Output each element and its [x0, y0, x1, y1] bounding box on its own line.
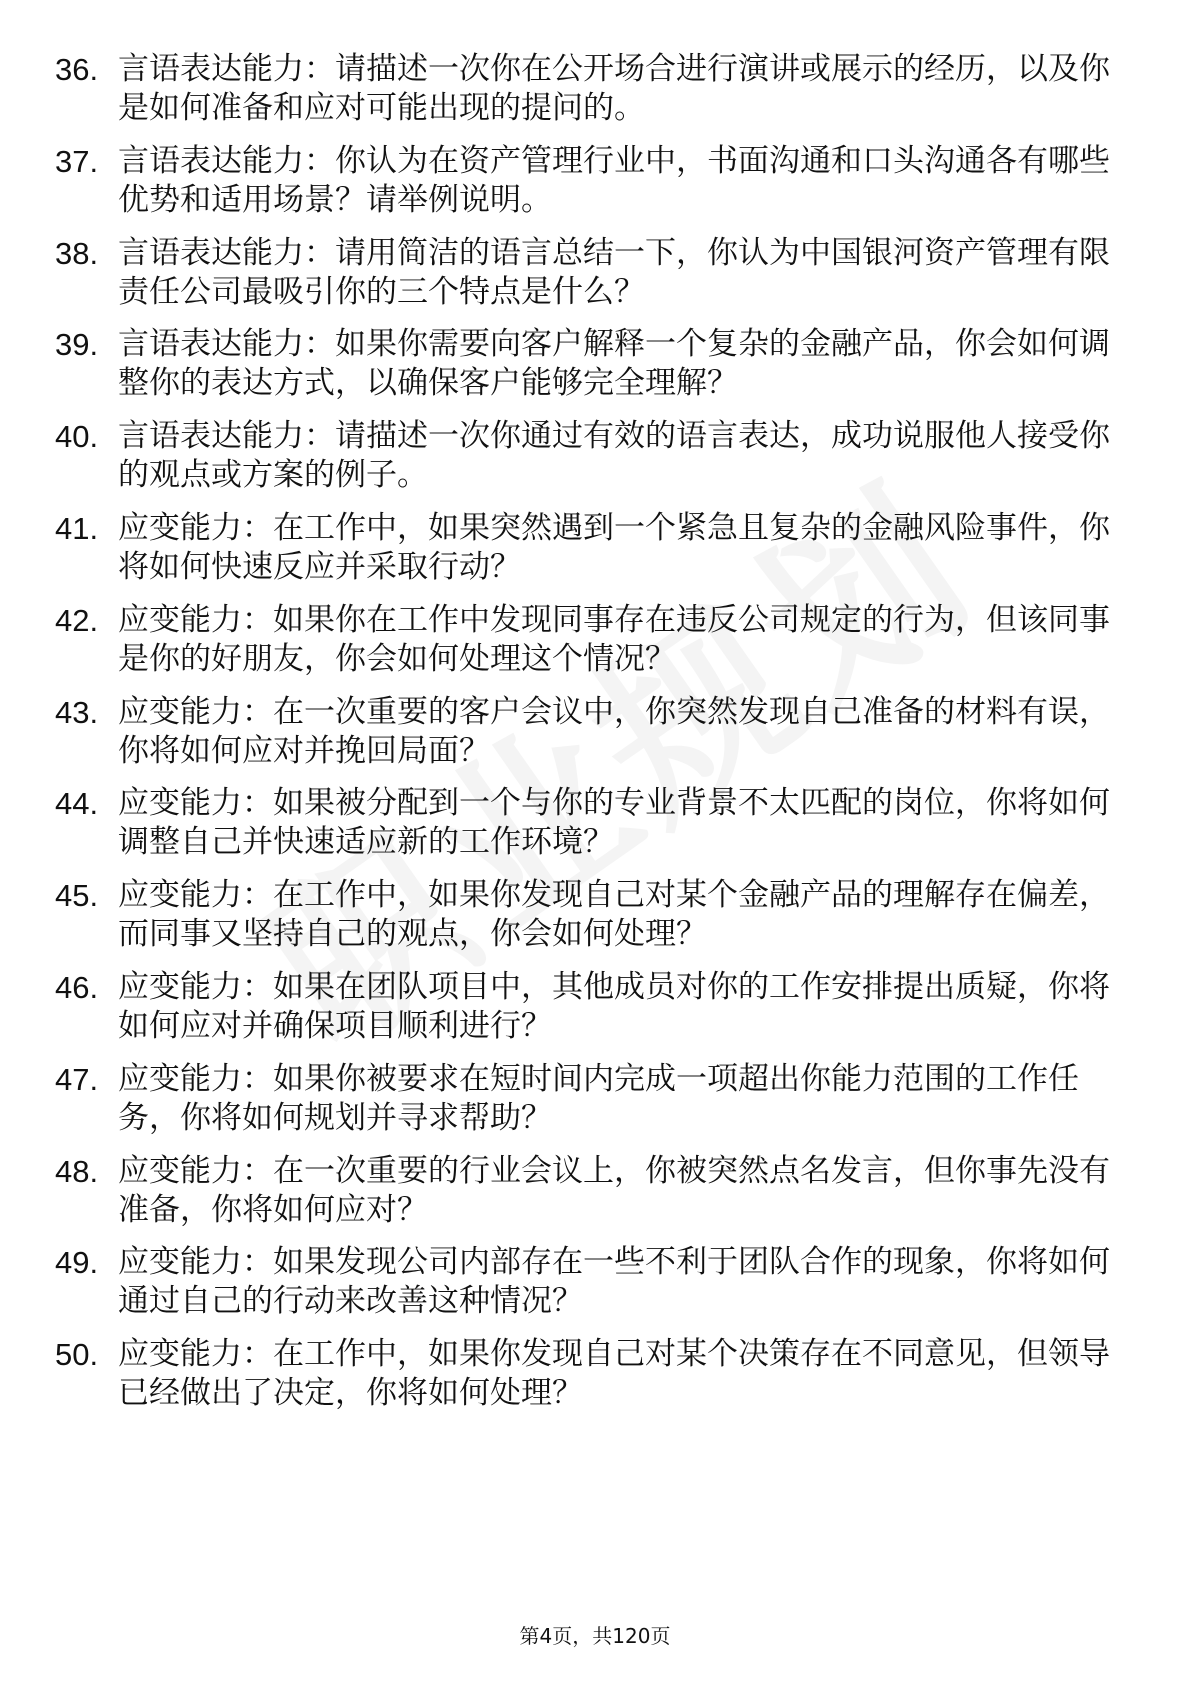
question-item	[55, 417, 1135, 495]
question-text: 言语表达能力：请用简洁的语言总结一下，你认为中国银河资产管理有限责任公司最吸引你的三个特点是什么？	[118, 234, 1110, 310]
question-item	[55, 142, 1135, 220]
question-text: 应变能力：在工作中，如果你发现自己对某个金融产品的理解存在偏差，而同事又坚持自己的观点，你会如何处理？	[118, 877, 1110, 953]
question-item	[55, 1243, 1135, 1321]
question-text: 言语表达能力：如果你需要向客户解释一个复杂的金融产品，你会如何调整你的表达方式，以确保客户能够完全理解？	[118, 326, 1110, 402]
question-number: 49.	[55, 1245, 99, 1281]
question-text: 应变能力：在一次重要的客户会议中，你突然发现自己准备的材料有误，你将如何应对并挽回局面？	[118, 693, 1110, 769]
question-item	[55, 693, 1135, 771]
question-text: 应变能力：在一次重要的行业会议上，你被突然点名发言，但你事先没有准备，你将如何应对？	[118, 1152, 1110, 1228]
question-item	[55, 1060, 1135, 1138]
question-text: 应变能力：如果你被要求在短时间内完成一项超出你能力范围的工作任务，你将如何规划并寻求帮助？	[118, 1060, 1079, 1136]
question-text: 应变能力：在工作中，如果突然遇到一个紧急且复杂的金融风险事件，你将如何快速反应并采取行动？	[118, 509, 1110, 585]
page-footer	[0, 1624, 1190, 1648]
question-number: 46.	[55, 969, 99, 1005]
page-number-label: 第4页，共120页	[519, 1624, 671, 1648]
question-number: 47.	[55, 1061, 99, 1097]
question-item	[55, 509, 1135, 587]
question-item	[55, 601, 1135, 679]
question-text: 言语表达能力：你认为在资产管理行业中，书面沟通和口头沟通各有哪些优势和适用场景？请举例说明。	[118, 142, 1110, 218]
question-item	[55, 968, 1135, 1046]
question-number: 40.	[55, 419, 99, 455]
question-number: 43.	[55, 694, 99, 730]
question-text: 言语表达能力：请描述一次你在公开场合进行演讲或展示的经历，以及你是如何准备和应对可能出现的提问的。	[118, 51, 1110, 126]
question-number: 38.	[55, 235, 99, 271]
question-item	[55, 876, 1135, 954]
question-number: 45.	[55, 878, 99, 914]
question-text: 应变能力：在工作中，如果你发现自己对某个决策存在不同意见，但领导已经做出了决定，你将如何处理？	[118, 1336, 1110, 1412]
question-item	[55, 784, 1135, 862]
question-item	[55, 1335, 1135, 1413]
question-number: 41.	[55, 510, 99, 546]
question-item	[55, 1152, 1135, 1230]
question-item	[55, 50, 1135, 128]
question-number: 37.	[55, 143, 99, 179]
question-number: 36.	[55, 52, 99, 87]
question-number: 42.	[55, 602, 99, 638]
question-text: 应变能力：如果你在工作中发现同事存在违反公司规定的行为，但该同事是你的好朋友，你会如何处理这个情况？	[118, 601, 1110, 677]
question-number: 48.	[55, 1153, 99, 1189]
question-number: 50.	[55, 1337, 99, 1373]
question-item	[55, 234, 1135, 312]
question-list	[55, 50, 1135, 1427]
question-text: 应变能力：如果被分配到一个与你的专业背景不太匹配的岗位，你将如何调整自己并快速适应新的工作环境？	[118, 785, 1110, 861]
question-number: 44.	[55, 786, 99, 822]
question-text: 言语表达能力：请描述一次你通过有效的语言表达，成功说服他人接受你的观点或方案的例子。	[118, 418, 1110, 494]
question-text: 应变能力：如果在团队项目中，其他成员对你的工作安排提出质疑，你将如何应对并确保项目顺利进行？	[118, 968, 1110, 1044]
question-item	[55, 325, 1135, 403]
question-text: 应变能力：如果发现公司内部存在一些不利于团队合作的现象，你将如何通过自己的行动来改善这种情况？	[118, 1244, 1110, 1320]
question-number: 39.	[55, 327, 99, 363]
